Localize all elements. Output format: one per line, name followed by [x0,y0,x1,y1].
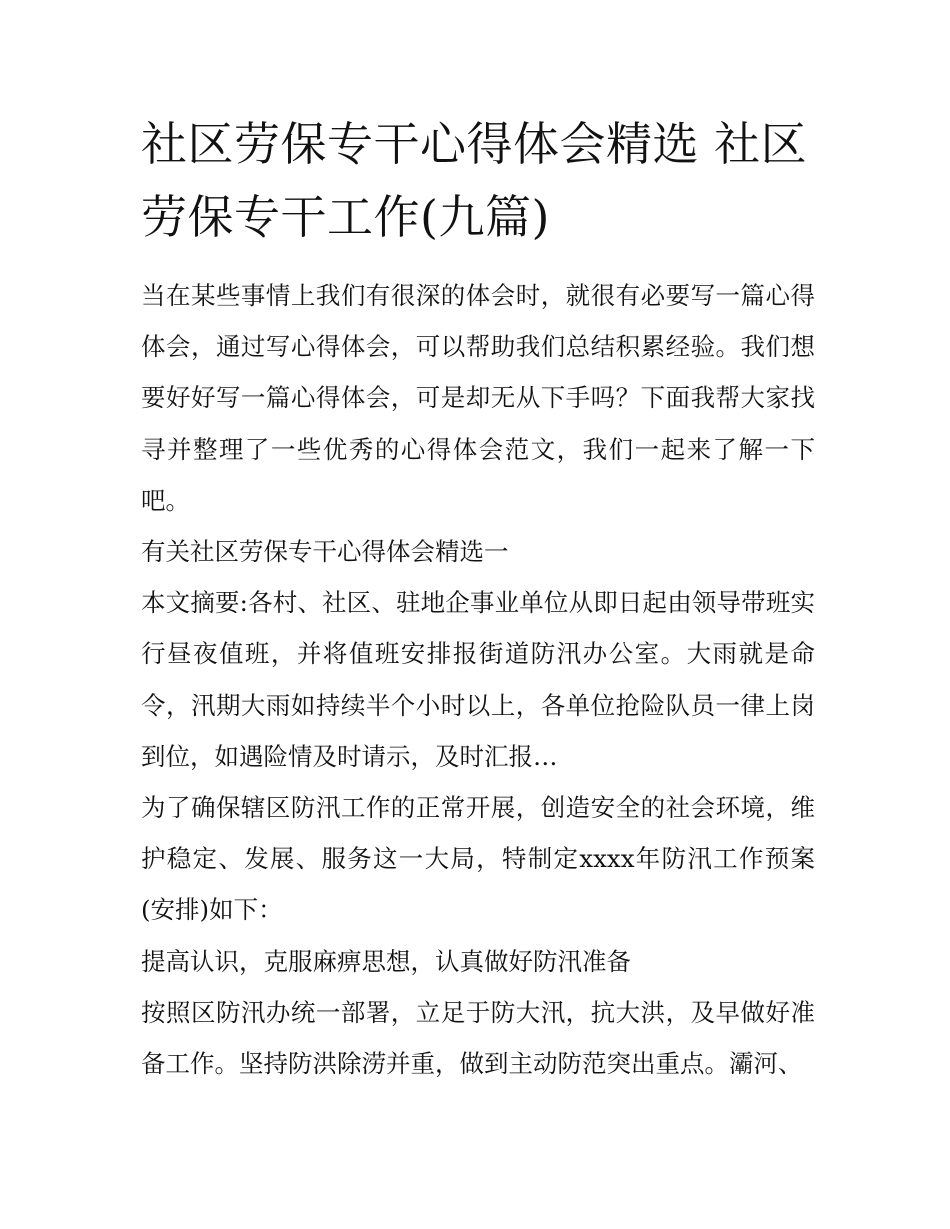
paragraph-intro: 当在某些事情上我们有很深的体会时，就很有必要写一篇心得体会，通过写心得体会，可以帮助我们总结积累经验。我们想要好好写一篇心得体会，可是却无从下手吗？下面我帮大家找寻并整理了一些优秀的心得体会范文，我们一起来了解一下吧。 [141,281,815,515]
section-heading: 有关社区劳保专干心得体会精选一 [141,537,509,567]
paragraph-purpose: 为了确保辖区防汛工作的正常开展，创造安全的社会环境，维护稳定、发展、服务这一大局，特制定xxxx年防汛工作预案(安排)如下： [141,793,815,925]
paragraph-abstract: 本文摘要:各村、社区、驻地企事业单位从即日起由领导带班实行昼夜值班，并将值班安排报街道防汛办公室。大雨就是命令，汛期大雨如持续半个小时以上，各单位抢险队员一律上岗到位，如遇险情及时请示，及时汇报… [141,588,815,771]
paragraph-subheading: 提高认识，克服麻痹思想，认真做好防汛准备 [141,946,631,976]
document-title: 社区劳保专干心得体会精选 社区劳保专干工作(九篇) [141,117,808,244]
document-body [141,270,815,1089]
paragraph-deployment: 按照区防汛办统一部署，立足于防大汛，抗大洪，及早做好准备工作。坚持防洪除涝并重，做到主动防范突出重点。灞河、 [141,997,815,1079]
